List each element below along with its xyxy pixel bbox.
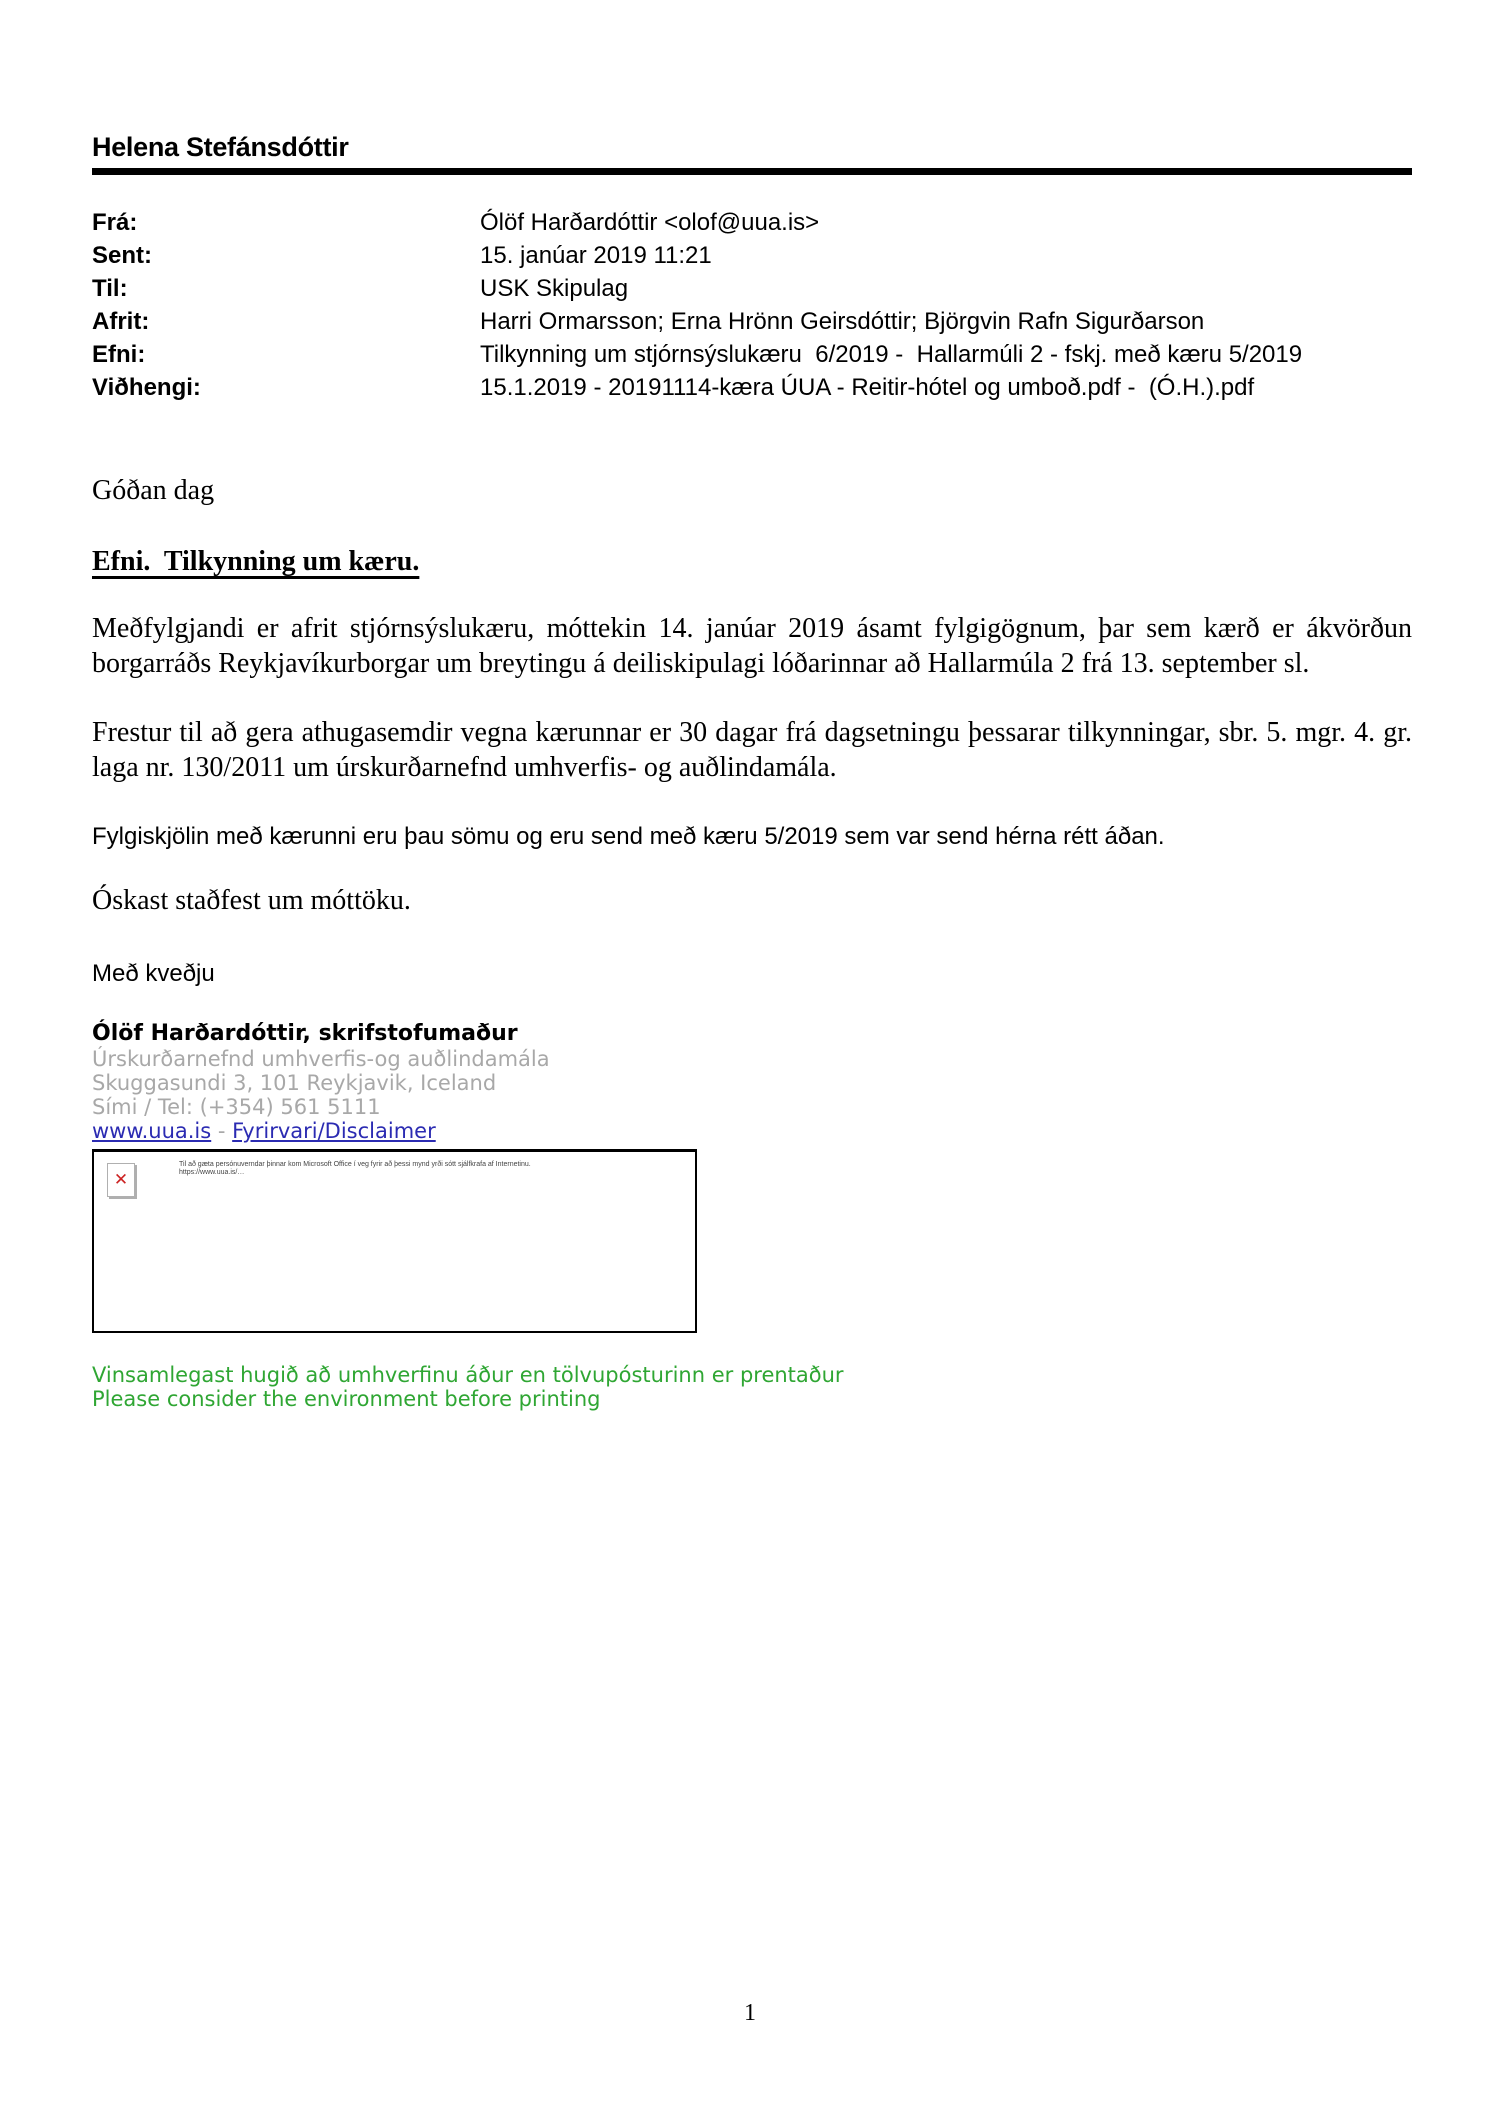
environment-note-english: Please consider the environment before printing [92, 1386, 601, 1411]
field-subject-label: Efni: [92, 341, 146, 368]
field-to [92, 272, 1412, 305]
field-from-label: Frá: [92, 209, 138, 236]
field-sent-label: Sent: [92, 242, 152, 269]
signature-block [92, 1021, 1412, 1144]
mailbox-owner-name: Helena Stefánsdóttir [92, 132, 349, 162]
body-paragraph-3: Fylgiskjölin með kærunni eru þau sömu og eru send með kæru 5/2019 sem var send hérna rétt áðan. [92, 823, 1165, 850]
environment-note-icelandic: Vinsamlegast hugið að umhverfinu áður en tölvupósturinn er prentaður [92, 1363, 844, 1387]
field-to-label: Til: [92, 275, 128, 302]
environment-note [92, 1364, 1412, 1411]
body-paragraph-4: Óskast staðfest um móttöku. [92, 885, 411, 916]
field-attachments-value: 15.1.2019 - 20191114-kæra ÚUA - Reitir-hótel og umboð.pdf - (Ó.H.).pdf [480, 374, 1255, 401]
signature-phone: Sími / Tel: (+354) 561 5111 [92, 1095, 381, 1119]
disclaimer-link[interactable]: Fyrirvari/Disclaimer [232, 1119, 436, 1143]
header-rule [92, 168, 1412, 175]
field-to-value: USK Skipulag [480, 275, 629, 302]
greeting-text: Góðan dag [92, 475, 215, 506]
page-number: 1 [744, 2000, 756, 2026]
signature-links [92, 1119, 1412, 1144]
field-subject [92, 338, 1412, 371]
signature-address: Skuggasundi 3, 101 Reykjavik, Iceland [92, 1071, 497, 1095]
field-attachments [92, 371, 1412, 404]
field-cc-value: Harri Ormarsson; Erna Hrönn Geirsdóttir; Björgvin Rafn Sigurðarson [480, 308, 1205, 335]
field-cc-label: Afrit: [92, 308, 150, 335]
signature-name: Ólöf Harðardóttir, skrifstofumaður [92, 1021, 518, 1046]
blocked-image-notice [179, 1161, 531, 1197]
subject-heading: Efni. Tilkynning um kæru. [92, 546, 420, 577]
field-sent-value: 15. janúar 2019 11:21 [480, 242, 712, 269]
blocked-image-notice-line1: Til að gæta persónuverndar þinnar kom Microsoft Office í veg fyrir að þessi mynd yrði sótt sjálfkrafa af Internetinu. [179, 1161, 531, 1168]
field-attachments-label: Viðhengi: [92, 374, 201, 401]
blocked-image-notice-line2: https://www.uua.is/… [179, 1169, 245, 1176]
email-meta-fields [92, 206, 1412, 404]
blocked-image-content [94, 1152, 695, 1197]
broken-image-red-x-icon: ✕ [107, 1163, 135, 1197]
signature-organization: Úrskurðarnefnd umhverfis-og auðlindamála [92, 1047, 550, 1071]
page-content [0, 132, 1500, 1411]
body-paragraph-2: Frestur til að gera athugasemdir vegna kærunnar er 30 dagar frá dagsetningu þessarar tilkynningar, sbr. 5. mgr. 4. gr. laga nr. 130/2011 um úrskurðarnefnd umhverfis- og auðlindamála. [92, 717, 1412, 783]
closing-text: Með kveðju [92, 960, 215, 987]
body-paragraph-1: Meðfylgjandi er afrit stjórnsýslukæru, móttekin 14. janúar 2019 ásamt fylgigögnum, þar sem kærð er ákvörðun borgarráðs Reykjavíkurborgar um breytingu á deiliskipulagi lóðarinnar að Hallarmúla 2 frá 13. september sl. [92, 613, 1412, 679]
field-cc [92, 305, 1412, 338]
field-sent [92, 239, 1412, 272]
field-subject-value: Tilkynning um stjórnsýslukæru 6/2019 - Hallarmúli 2 - fskj. með kæru 5/2019 [480, 341, 1303, 368]
link-separator: - [211, 1119, 233, 1143]
field-from [92, 206, 1412, 239]
website-link[interactable]: www.uua.is [92, 1119, 212, 1143]
field-from-value: Ólöf Harðardóttir <olof@uua.is> [480, 209, 820, 236]
blocked-image-frame [92, 1149, 697, 1333]
